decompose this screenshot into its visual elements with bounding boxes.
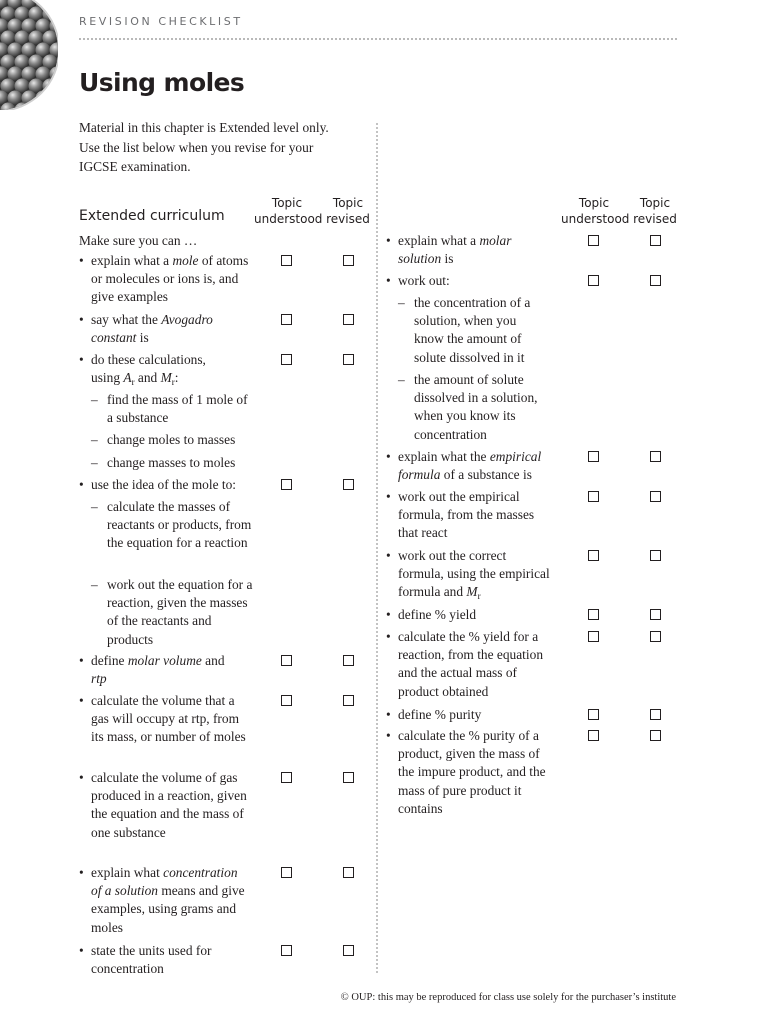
revised-checkbox[interactable]: [343, 354, 354, 365]
revised-checkbox[interactable]: [343, 479, 354, 490]
revised-checkbox[interactable]: [343, 255, 354, 266]
understood-checkbox[interactable]: [281, 655, 292, 666]
understood-checkbox[interactable]: [281, 695, 292, 706]
revised-checkbox[interactable]: [650, 491, 661, 502]
understood-checkbox[interactable]: [588, 709, 599, 720]
revised-checkbox[interactable]: [650, 451, 661, 462]
revised-checkbox[interactable]: [343, 772, 354, 783]
revised-checkbox[interactable]: [343, 695, 354, 706]
decorative-sphere: [36, 91, 51, 106]
col-header-line: understood: [561, 212, 630, 226]
checklist-subitem: – change masses to moles: [91, 455, 236, 470]
revised-checkbox[interactable]: [343, 945, 354, 956]
understood-checkbox[interactable]: [588, 235, 599, 246]
checklist-item-gas-produced: • calculate the volume of gas produced in a reaction, given the equation and the mass of one substance: [79, 770, 247, 840]
checklist-subitem: – calculate the masses of reactants or products, from the equation for a reaction: [91, 499, 252, 551]
understood-checkbox[interactable]: [588, 275, 599, 286]
copyright-footer: © OUP: this may be reproduced for class use solely for the purchaser’s institute: [340, 992, 676, 1003]
checklist-item-mole-idea: • use the idea of the mole to:: [79, 477, 237, 492]
revised-checkbox[interactable]: [343, 655, 354, 666]
understood-checkbox[interactable]: [588, 491, 599, 502]
checklist-subitem: – the amount of solute dissolved in a solution, when you know its concentration: [398, 372, 538, 442]
understood-checkbox[interactable]: [281, 255, 292, 266]
checklist-item-empirical: • explain what the empirical formula of a substance is: [386, 449, 542, 483]
revised-checkbox[interactable]: [343, 314, 354, 325]
decorative-sphere: [57, 103, 59, 111]
revised-checkbox[interactable]: [650, 631, 661, 642]
checklist-item-concentration: • explain what concentration of a solution means and give examples, using grams and moles: [79, 865, 245, 935]
revised-checkbox[interactable]: [650, 609, 661, 620]
checklist-item-mole: • explain what a mole of atoms or molecules or ions is, and give examples: [79, 253, 249, 305]
col-header-line: Topic: [578, 196, 610, 210]
col-header-line: Topic: [271, 196, 303, 210]
checklist-item-gas-volume: • calculate the volume that a gas will occupy at rtp, from its mass, or number of moles: [79, 693, 246, 745]
header-dotted-rule: [79, 38, 677, 40]
intro-line: IGCSE examination.: [79, 159, 191, 174]
decorative-sphere: [57, 79, 59, 94]
checklist-item-units: • state the units used for concentration: [79, 943, 212, 977]
checklist-item-empirical-masses: • work out the empirical formula, from the masses that react: [386, 489, 535, 541]
checklist-item-molar-volume: • define molar volume and rtp: [79, 653, 225, 687]
checklist-item-purity-calc: • calculate the % purity of a product, given the mass of the impure product, and the mass of pure product it contains: [386, 728, 546, 816]
checklist-item-yield-def: • define % yield: [386, 607, 477, 622]
lead-text: Make sure you can …: [79, 233, 198, 248]
understood-checkbox[interactable]: [588, 451, 599, 462]
understood-checkbox[interactable]: [588, 550, 599, 561]
understood-checkbox[interactable]: [588, 730, 599, 741]
revised-checkbox[interactable]: [650, 275, 661, 286]
revised-checkbox[interactable]: [650, 709, 661, 720]
understood-checkbox[interactable]: [281, 314, 292, 325]
col-header-line: revised: [326, 212, 370, 226]
decorative-sphere: [50, 91, 59, 106]
revised-checkbox[interactable]: [650, 550, 661, 561]
decorative-sphere: [50, 0, 59, 10]
decorative-sphere: [29, 103, 44, 111]
understood-checkbox[interactable]: [588, 631, 599, 642]
page-title: Using moles: [79, 68, 245, 97]
understood-checkbox[interactable]: [281, 354, 292, 365]
decorative-sphere: [43, 103, 58, 111]
col-header-revised: [324, 195, 372, 227]
column-dotted-divider: [376, 123, 378, 973]
revised-checkbox[interactable]: [650, 235, 661, 246]
checklist-item-correct-formula: • work out the correct formula, using the empirical formula and $M_r$: [386, 548, 550, 602]
corner-decoration: [0, 0, 58, 110]
intro-line: Material in this chapter is Extended level only.: [79, 120, 329, 135]
understood-checkbox[interactable]: [588, 609, 599, 620]
checklist-item-purity-def: • define % purity: [386, 707, 482, 722]
checklist-item-calculations: • do these calculations, using $A_r$ and $M_r$:: [79, 352, 206, 388]
col-header-line: understood: [254, 212, 323, 226]
col-header-line: Topic: [332, 196, 364, 210]
revised-checkbox[interactable]: [650, 730, 661, 741]
checklist-subitem: – work out the equation for a reaction, given the masses of the reactants and products: [91, 577, 253, 647]
decorative-sphere: [57, 7, 59, 22]
col-header-understood: [561, 195, 630, 227]
checklist-item-yield-calc: • calculate the % yield for a reaction, from the equation and the actual mass of product obtained: [386, 629, 544, 699]
col-header-line: Topic: [639, 196, 671, 210]
intro-paragraph: [79, 118, 369, 177]
checklist-item-molar-solution: • explain what a molar solution is: [386, 233, 512, 267]
header-label: REVISION CHECKLIST: [79, 15, 243, 28]
col-header-understood: [254, 195, 323, 227]
understood-checkbox[interactable]: [281, 867, 292, 878]
understood-checkbox[interactable]: [281, 772, 292, 783]
checklist-subitem: – the concentration of a solution, when you know the amount of solute dissolved in it: [398, 295, 531, 365]
col-header-revised: [631, 195, 679, 227]
revised-checkbox[interactable]: [343, 867, 354, 878]
intro-line: Use the list below when you revise for your: [79, 139, 314, 155]
checklist-subitem: – change moles to masses: [91, 432, 236, 447]
section-title: Extended curriculum: [79, 208, 225, 224]
checklist-item-work-out: • work out:: [386, 273, 450, 288]
understood-checkbox[interactable]: [281, 945, 292, 956]
understood-checkbox[interactable]: [281, 479, 292, 490]
col-header-line: revised: [633, 212, 677, 226]
checklist-subitem: – find the mass of 1 mole of a substance: [91, 392, 248, 426]
checklist-item-avogadro: • say what the Avogadro constant is: [79, 312, 213, 346]
